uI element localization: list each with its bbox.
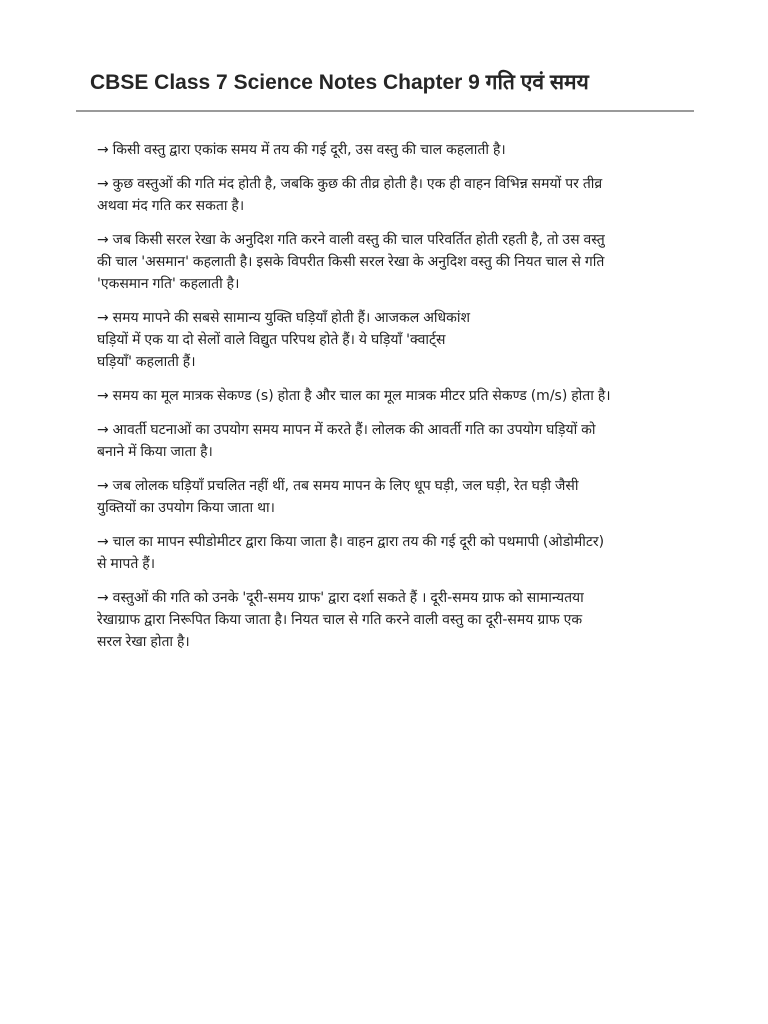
note-line: घड़ियों में एक या दो सेलों वाले विद्युत परिपथ होते हैं। ये घड़ियाँ 'क्वार्ट्स bbox=[97, 332, 446, 348]
note-item bbox=[97, 173, 691, 217]
note-line: → समय मापने की सबसे सामान्य युक्ति घड़ियाँ होती हैं। आजकल अधिकांश bbox=[97, 310, 471, 326]
note-line: रेखाग्राफ द्वारा निरूपित किया जाता है। नियत चाल से गति करने वाली वस्तु का दूरी-समय ग्राफ एक bbox=[97, 612, 583, 628]
note-line: की चाल 'असमान' कहलाती है। इसके विपरीत किसी सरल रेखा के अनुदिश वस्तु की नियत चाल से गति bbox=[97, 254, 605, 270]
note-item bbox=[97, 307, 691, 373]
note-line: अथवा मंद गति कर सकता है। bbox=[97, 198, 245, 214]
title-header bbox=[76, 60, 694, 112]
note-line: बनाने में किया जाता है। bbox=[97, 444, 213, 460]
note-line: युक्तियों का उपयोग किया जाता था। bbox=[97, 500, 275, 516]
note-line: → किसी वस्तु द्वारा एकांक समय में तय की गई दूरी, उस वस्तु की चाल कहलाती है। bbox=[97, 142, 506, 158]
note-item bbox=[97, 419, 691, 463]
note-item bbox=[97, 587, 691, 653]
note-line: → चाल का मापन स्पीडोमीटर द्वारा किया जाता है। वाहन द्वारा तय की गई दूरी को पथमापी (ओडोमीटर) bbox=[97, 534, 605, 550]
notes-list bbox=[97, 139, 691, 665]
note-item bbox=[97, 385, 691, 407]
page-title: CBSE Class 7 Science Notes Chapter 9 गति एवं समय bbox=[90, 71, 589, 94]
note-item bbox=[97, 475, 691, 519]
note-item bbox=[97, 531, 691, 575]
note-item bbox=[97, 139, 691, 161]
note-line: से मापते हैं। bbox=[97, 556, 156, 572]
note-line: → समय का मूल मात्रक सेकण्ड (s) होता है और चाल का मूल मात्रक मीटर प्रति सेकण्ड (m/s) होता है। bbox=[97, 388, 611, 404]
note-line: → वस्तुओं की गति को उनके 'दूरी-समय ग्राफ' द्वारा दर्शा सकते हैं । दूरी-समय ग्राफ को सामान्यतया bbox=[97, 590, 584, 606]
note-line: घड़ियाँ' कहलाती हैं। bbox=[97, 354, 196, 370]
note-line: → कुछ वस्तुओं की गति मंद होती है, जबकि कुछ की तीव्र होती है। एक ही वाहन विभिन्न समयों पर तीव्र bbox=[97, 176, 603, 192]
note-line: सरल रेखा होता है। bbox=[97, 634, 190, 650]
note-item bbox=[97, 229, 691, 295]
note-line: → आवर्ती घटनाओं का उपयोग समय मापन में करते हैं। लोलक की आवर्ती गति का उपयोग घड़ियों को bbox=[97, 422, 596, 438]
note-line: → जब लोलक घड़ियाँ प्रचलित नहीं थीं, तब समय मापन के लिए धूप घड़ी, जल घड़ी, रेत घड़ी जैसी bbox=[97, 478, 579, 494]
note-line: 'एकसमान गति' कहलाती है। bbox=[97, 276, 240, 292]
note-line: → जब किसी सरल रेखा के अनुदिश गति करने वाली वस्तु की चाल परिवर्तित होती रहती है, तो उस वस्तु bbox=[97, 232, 605, 248]
